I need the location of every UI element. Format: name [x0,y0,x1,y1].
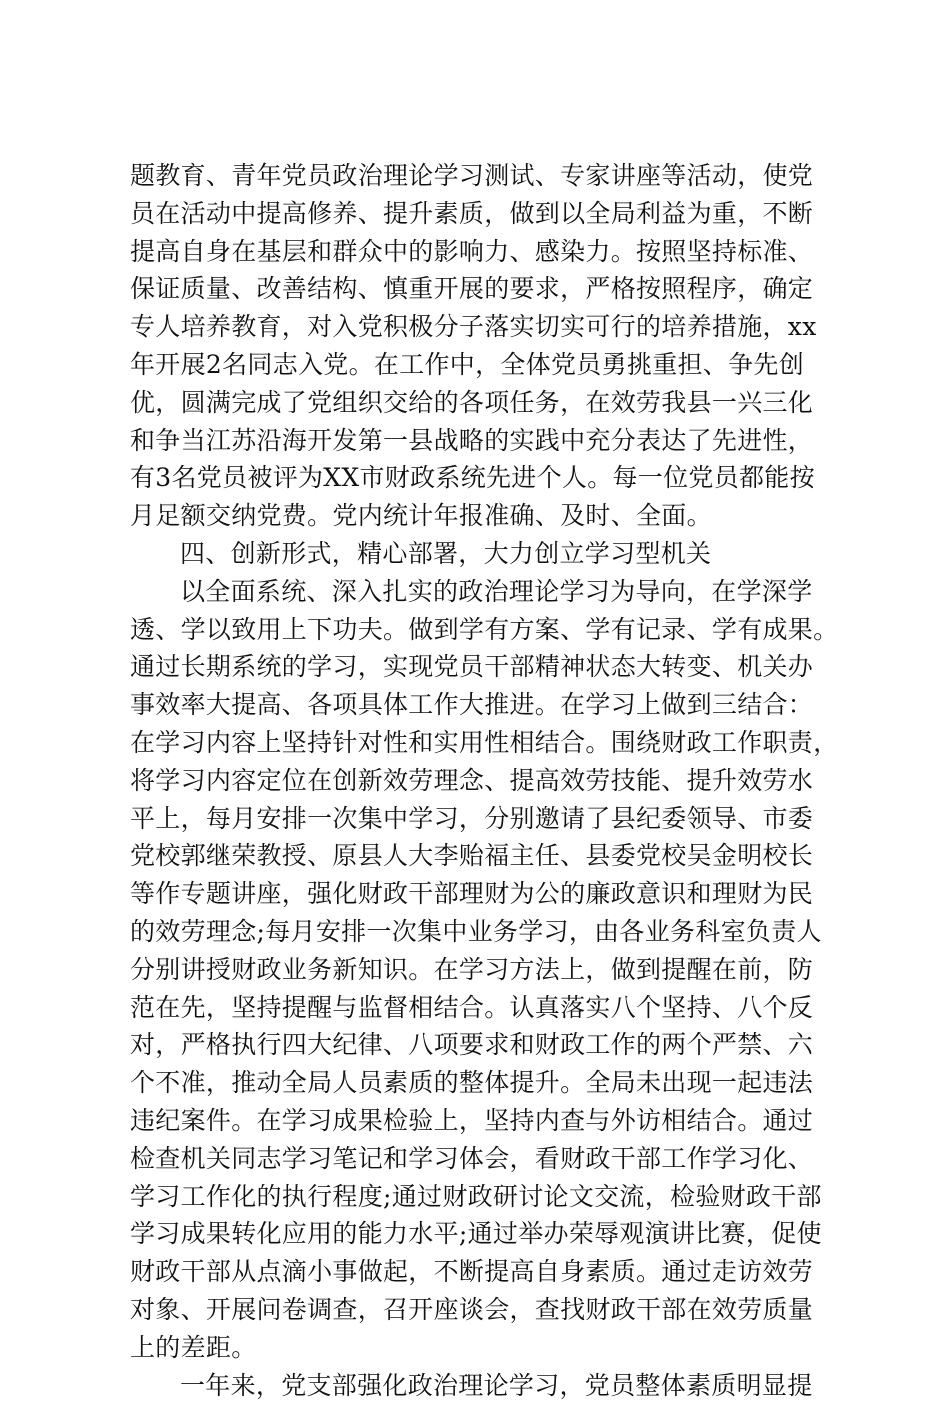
text-line: 财政干部从点滴小事做起，不断提高自身素质。通过走访效劳 [130,1253,830,1291]
text-line: 事效率大提高、各项具体工作大推进。在学习上做到三结合： [130,686,830,724]
text-line: 违纪案件。在学习成果检验上，坚持内查与外访相结合。通过 [130,1102,830,1140]
text-line: 平上，每月安排一次集中学习，分别邀请了县纪委领导、市委 [130,800,830,838]
text-line: 对象、开展问卷调查，召开座谈会，查找财政干部在效劳质量 [130,1291,830,1329]
text-line: 范在先，坚持提醒与监督相结合。认真落实八个坚持、八个反 [130,989,830,1027]
text-line: 等作专题讲座，强化财政干部理财为公的廉政意识和理财为民 [130,875,830,913]
text-line: 的效劳理念;每月安排一次集中业务学习，由各业务科室负责人 [130,913,830,951]
text-line: 透、学以致用上下功夫。做到学有方案、学有记录、学有成果。 [130,611,830,649]
text-line: 员在活动中提高修养、提升素质，做到以全局利益为重，不断 [130,195,830,233]
section-heading: 四、创新形式，精心部署，大力创立学习型机关 [130,535,830,573]
text-line: 提高自身在基层和群众中的影响力、感染力。按照坚持标准、 [130,233,830,271]
text-line: 年开展2名同志入党。在工作中，全体党员勇挑重担、争先创 [130,346,830,384]
text-line: 和争当江苏沿海开发第一县战略的实践中充分表达了先进性， [130,422,830,460]
text-line: 学习成果转化应用的能力水平;通过举办荣辱观演讲比赛，促使 [130,1215,830,1253]
text-line: 上的差距。 [130,1329,830,1367]
paragraph-start-line: 以全面系统、深入扎实的政治理论学习为导向，在学深学 [130,573,830,611]
text-line: 个不准，推动全局人员素质的整体提升。全局未出现一起违法 [130,1064,830,1102]
text-line: 保证质量、改善结构、慎重开展的要求，严格按照程序，确定 [130,270,830,308]
body-text [130,157,830,1404]
text-line: 学习工作化的执行程度;通过财政研讨论文交流，检验财政干部 [130,1178,830,1216]
text-line: 检查机关同志学习笔记和学习体会，看财政干部工作学习化、 [130,1140,830,1178]
text-line: 对，严格执行四大纪律、八项要求和财政工作的两个严禁、六 [130,1026,830,1064]
text-line: 有3名党员被评为XX市财政系统先进个人。每一位党员都能按 [130,459,830,497]
text-line: 分别讲授财政业务新知识。在学习方法上，做到提醒在前，防 [130,951,830,989]
text-line: 将学习内容定位在创新效劳理念、提高效劳技能、提升效劳水 [130,762,830,800]
text-line: 月足额交纳党费。党内统计年报准确、及时、全面。 [130,497,830,535]
text-line: 优，圆满完成了党组织交给的各项任务，在效劳我县一兴三化 [130,384,830,422]
text-line: 专人培养教育，对入党积极分子落实切实可行的培养措施，xx [130,308,830,346]
text-line: 在学习内容上坚持针对性和实用性相结合。围绕财政工作职责， [130,724,830,762]
paragraph-start-line: 一年来，党支部强化政治理论学习，党员整体素质明显提 [130,1367,830,1404]
text-line: 党校郭继荣教授、原县人大李贻福主任、县委党校吴金明校长 [130,837,830,875]
text-line: 题教育、青年党员政治理论学习测试、专家讲座等活动，使党 [130,157,830,195]
text-line: 通过长期系统的学习，实现党员干部精神状态大转变、机关办 [130,648,830,686]
